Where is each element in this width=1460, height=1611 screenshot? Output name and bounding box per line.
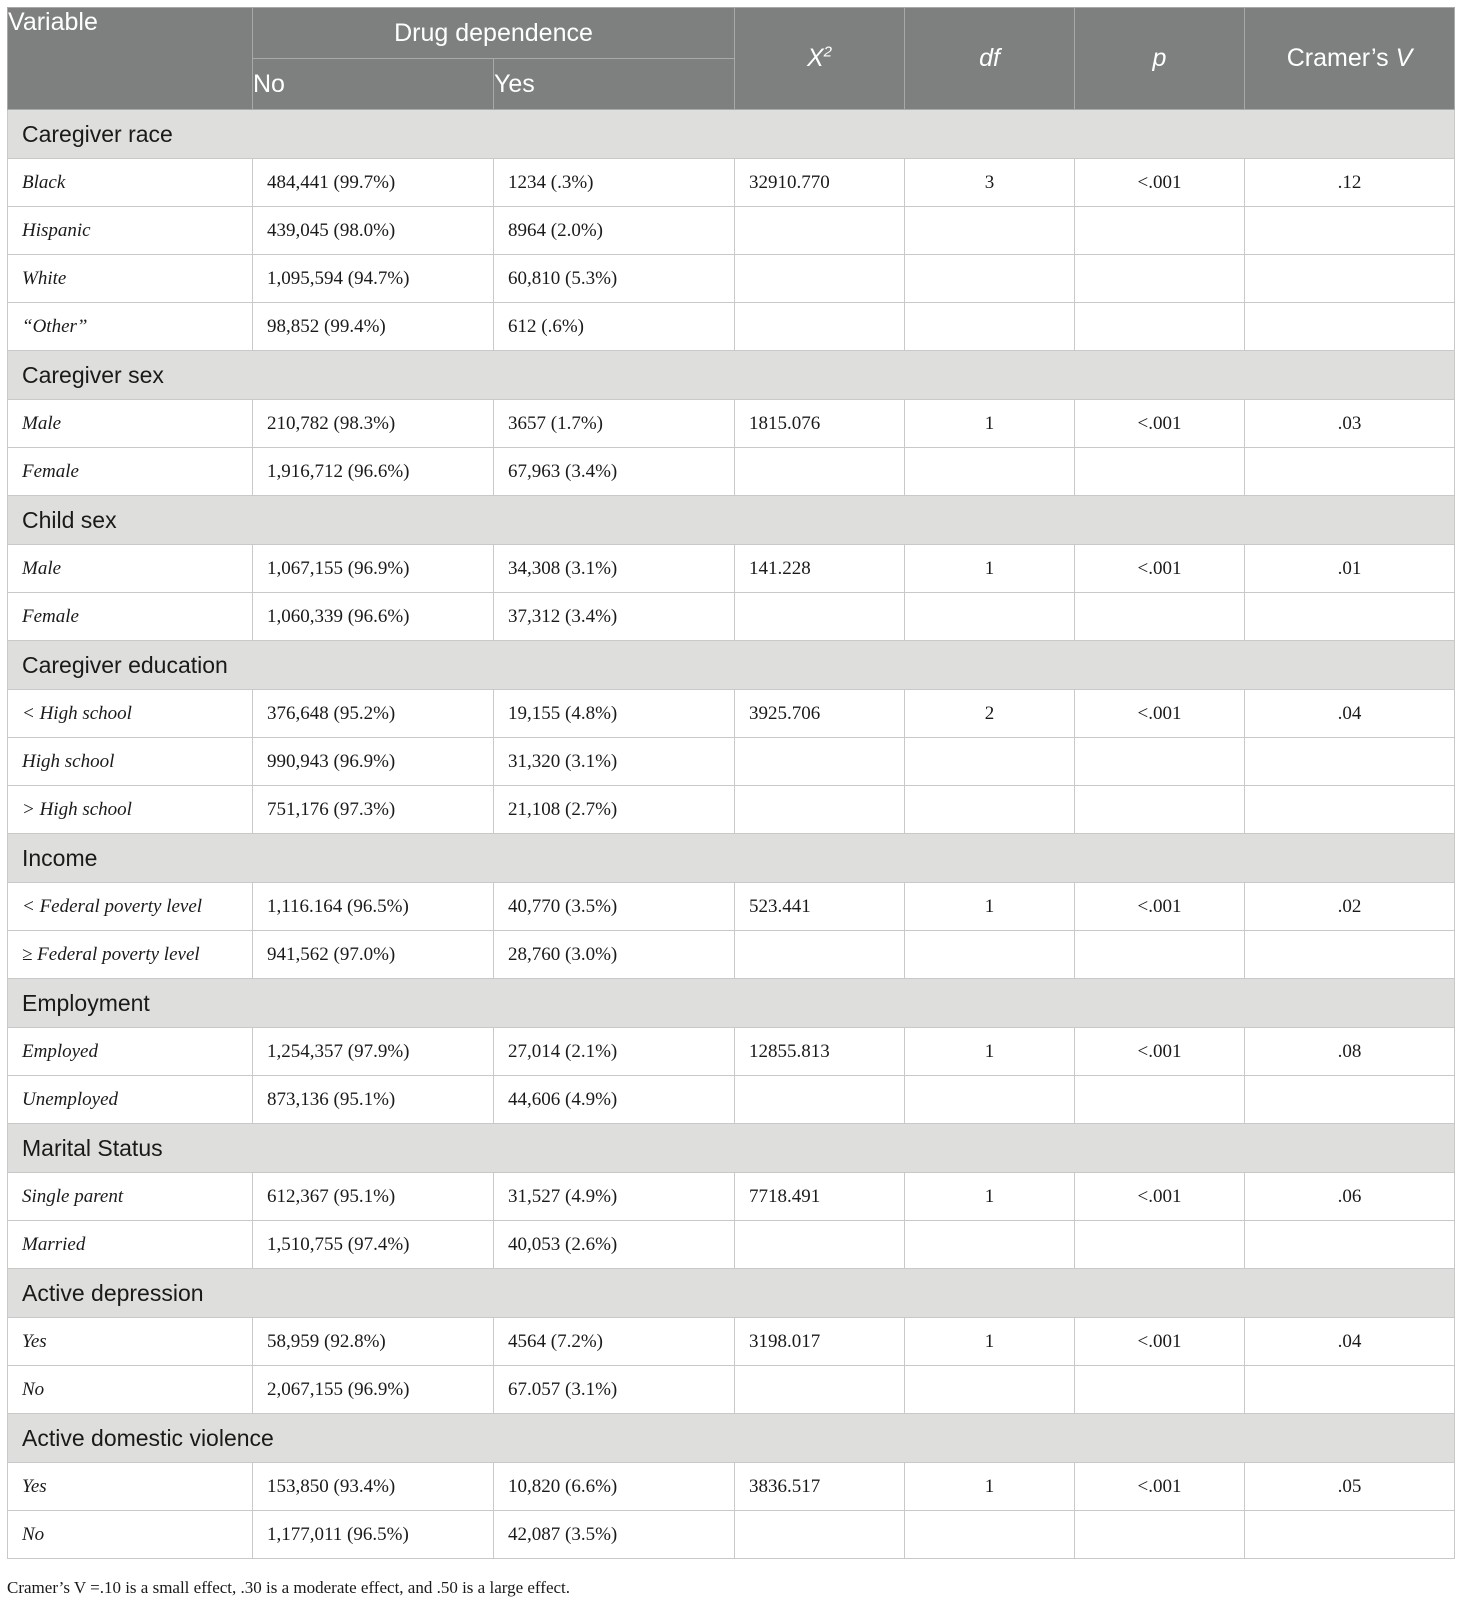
cell-df: 1: [905, 545, 1075, 593]
cell-df: [905, 1511, 1075, 1559]
table-row: [8, 400, 1455, 448]
cell-cramers-v: [1245, 1221, 1455, 1269]
cell-yes: 60,810 (5.3%): [494, 255, 735, 303]
row-label: < High school: [8, 690, 253, 738]
cell-yes: 67,963 (3.4%): [494, 448, 735, 496]
header-drug-dependence: Drug dependence: [253, 8, 735, 59]
cell-p: <.001: [1075, 159, 1245, 207]
cell-df: [905, 255, 1075, 303]
cell-no: 1,510,755 (97.4%): [253, 1221, 494, 1269]
footnote: Cramer’s V =.10 is a small effect, .30 is a moderate effect, and .50 is a large effect.: [7, 1578, 571, 1597]
cell-no: 873,136 (95.1%): [253, 1076, 494, 1124]
row-label: Yes: [8, 1318, 253, 1366]
cell-yes: 31,320 (3.1%): [494, 738, 735, 786]
table-header: [8, 8, 1455, 110]
section-title: Child sex: [8, 496, 1455, 545]
row-label: Yes: [8, 1463, 253, 1511]
row-label: ≥ Federal poverty level: [8, 931, 253, 979]
cell-p: <.001: [1075, 1173, 1245, 1221]
row-label: High school: [8, 738, 253, 786]
cell-yes: 3657 (1.7%): [494, 400, 735, 448]
cell-yes: 42,087 (3.5%): [494, 1511, 735, 1559]
cell-yes: 4564 (7.2%): [494, 1318, 735, 1366]
cell-yes: 27,014 (2.1%): [494, 1028, 735, 1076]
table-row: [8, 690, 1455, 738]
table-container: [7, 7, 1454, 1559]
cell-p: [1075, 738, 1245, 786]
cell-chi-square: 3198.017: [735, 1318, 905, 1366]
cell-df: 1: [905, 400, 1075, 448]
row-label: Male: [8, 545, 253, 593]
cell-no: 990,943 (96.9%): [253, 738, 494, 786]
cell-chi-square: 12855.813: [735, 1028, 905, 1076]
cell-p: [1075, 1366, 1245, 1414]
cell-yes: 1234 (.3%): [494, 159, 735, 207]
table-row: [8, 1076, 1455, 1124]
cell-no: 1,067,155 (96.9%): [253, 545, 494, 593]
section-title: Caregiver education: [8, 641, 1455, 690]
cell-p: [1075, 1511, 1245, 1559]
cell-df: [905, 303, 1075, 351]
cell-cramers-v: [1245, 786, 1455, 834]
table-row: [8, 159, 1455, 207]
table-body: [8, 110, 1455, 1559]
cell-yes: 28,760 (3.0%): [494, 931, 735, 979]
cell-chi-square: 141.228: [735, 545, 905, 593]
cell-df: 1: [905, 1028, 1075, 1076]
cell-chi-square: 7718.491: [735, 1173, 905, 1221]
cell-chi-square: [735, 207, 905, 255]
cell-chi-square: [735, 786, 905, 834]
cell-p: [1075, 1076, 1245, 1124]
row-label: “Other”: [8, 303, 253, 351]
cell-no: 1,095,594 (94.7%): [253, 255, 494, 303]
cell-p: [1075, 593, 1245, 641]
cell-chi-square: [735, 448, 905, 496]
cell-df: [905, 786, 1075, 834]
row-label: < Federal poverty level: [8, 883, 253, 931]
cell-df: 2: [905, 690, 1075, 738]
cell-df: [905, 207, 1075, 255]
header-cramers-prefix: Cramer’s: [1286, 44, 1396, 72]
cell-p: <.001: [1075, 1318, 1245, 1366]
row-label: Single parent: [8, 1173, 253, 1221]
cell-cramers-v: .04: [1245, 690, 1455, 738]
row-label: Female: [8, 448, 253, 496]
table-row: [8, 303, 1455, 351]
cell-yes: 34,308 (3.1%): [494, 545, 735, 593]
cell-no: 58,959 (92.8%): [253, 1318, 494, 1366]
cell-yes: 44,606 (4.9%): [494, 1076, 735, 1124]
section-row: [8, 351, 1455, 400]
cell-yes: 8964 (2.0%): [494, 207, 735, 255]
cell-cramers-v: .12: [1245, 159, 1455, 207]
table-row: [8, 207, 1455, 255]
cell-yes: 19,155 (4.8%): [494, 690, 735, 738]
cell-p: <.001: [1075, 545, 1245, 593]
section-row: [8, 496, 1455, 545]
cell-no: 1,116.164 (96.5%): [253, 883, 494, 931]
cell-chi-square: [735, 593, 905, 641]
cell-no: 98,852 (99.4%): [253, 303, 494, 351]
cell-cramers-v: .03: [1245, 400, 1455, 448]
cell-chi-square: 3925.706: [735, 690, 905, 738]
cell-no: 751,176 (97.3%): [253, 786, 494, 834]
cell-yes: 67.057 (3.1%): [494, 1366, 735, 1414]
cell-df: [905, 1366, 1075, 1414]
row-label: White: [8, 255, 253, 303]
section-row: [8, 834, 1455, 883]
cell-p: [1075, 303, 1245, 351]
cell-df: [905, 1076, 1075, 1124]
cell-chi-square: 523.441: [735, 883, 905, 931]
cell-p: [1075, 448, 1245, 496]
header-df: df: [905, 8, 1075, 110]
row-label: Unemployed: [8, 1076, 253, 1124]
cell-df: 1: [905, 1463, 1075, 1511]
cell-p: <.001: [1075, 883, 1245, 931]
cell-chi-square: [735, 1076, 905, 1124]
row-label: Hispanic: [8, 207, 253, 255]
cell-no: 153,850 (93.4%): [253, 1463, 494, 1511]
cell-cramers-v: [1245, 207, 1455, 255]
row-label: Male: [8, 400, 253, 448]
cell-yes: 10,820 (6.6%): [494, 1463, 735, 1511]
cell-p: <.001: [1075, 400, 1245, 448]
section-row: [8, 979, 1455, 1028]
cell-cramers-v: [1245, 931, 1455, 979]
table-row: [8, 931, 1455, 979]
table-row: [8, 738, 1455, 786]
section-row: [8, 1269, 1455, 1318]
section-title: Active depression: [8, 1269, 1455, 1318]
cell-yes: 612 (.6%): [494, 303, 735, 351]
cell-chi-square: [735, 1366, 905, 1414]
cell-cramers-v: .02: [1245, 883, 1455, 931]
cell-df: [905, 593, 1075, 641]
cell-cramers-v: [1245, 593, 1455, 641]
table-row: [8, 1318, 1455, 1366]
cell-p: [1075, 1221, 1245, 1269]
cell-p: <.001: [1075, 1463, 1245, 1511]
cell-chi-square: [735, 931, 905, 979]
cell-cramers-v: .06: [1245, 1173, 1455, 1221]
cell-df: [905, 738, 1075, 786]
cell-p: [1075, 931, 1245, 979]
table-row: [8, 255, 1455, 303]
cell-df: [905, 1221, 1075, 1269]
table-row: [8, 883, 1455, 931]
header-p: p: [1075, 8, 1245, 110]
section-title: Employment: [8, 979, 1455, 1028]
table-row: [8, 1221, 1455, 1269]
table-row: [8, 1173, 1455, 1221]
chi-square-table: [7, 7, 1455, 1559]
header-cramers-v-letter: V: [1395, 44, 1413, 72]
cell-df: [905, 448, 1075, 496]
table-row: [8, 1028, 1455, 1076]
cell-p: [1075, 786, 1245, 834]
cell-p: <.001: [1075, 1028, 1245, 1076]
cell-df: 3: [905, 159, 1075, 207]
table-row: [8, 448, 1455, 496]
row-label: No: [8, 1511, 253, 1559]
cell-chi-square: [735, 255, 905, 303]
table-row: [8, 1511, 1455, 1559]
cell-cramers-v: [1245, 738, 1455, 786]
cell-yes: 40,053 (2.6%): [494, 1221, 735, 1269]
table-row: [8, 1463, 1455, 1511]
section-title: Caregiver sex: [8, 351, 1455, 400]
table-row: [8, 545, 1455, 593]
section-row: [8, 110, 1455, 159]
cell-cramers-v: [1245, 255, 1455, 303]
cell-no: 612,367 (95.1%): [253, 1173, 494, 1221]
cell-df: 1: [905, 1173, 1075, 1221]
cell-chi-square: [735, 303, 905, 351]
cell-no: 1,254,357 (97.9%): [253, 1028, 494, 1076]
cell-chi-square: [735, 1221, 905, 1269]
cell-no: 439,045 (98.0%): [253, 207, 494, 255]
row-label: No: [8, 1366, 253, 1414]
cell-cramers-v: [1245, 303, 1455, 351]
cell-no: 2,067,155 (96.9%): [253, 1366, 494, 1414]
cell-chi-square: [735, 1511, 905, 1559]
row-label: Married: [8, 1221, 253, 1269]
cell-cramers-v: .01: [1245, 545, 1455, 593]
section-title: Income: [8, 834, 1455, 883]
header-yes: Yes: [494, 59, 735, 110]
row-label: Employed: [8, 1028, 253, 1076]
cell-no: 484,441 (99.7%): [253, 159, 494, 207]
cell-cramers-v: [1245, 1511, 1455, 1559]
header-chi-square-base: X: [806, 44, 824, 72]
header-variable: Variable: [8, 8, 253, 110]
section-row: [8, 1124, 1455, 1173]
header-no: No: [253, 59, 494, 110]
cell-no: 1,060,339 (96.6%): [253, 593, 494, 641]
table-row: [8, 593, 1455, 641]
cell-df: 1: [905, 1318, 1075, 1366]
cell-chi-square: [735, 738, 905, 786]
cell-no: 941,562 (97.0%): [253, 931, 494, 979]
row-label: > High school: [8, 786, 253, 834]
cell-cramers-v: .08: [1245, 1028, 1455, 1076]
cell-chi-square: 3836.517: [735, 1463, 905, 1511]
cell-no: 1,177,011 (96.5%): [253, 1511, 494, 1559]
cell-cramers-v: .04: [1245, 1318, 1455, 1366]
row-label: Female: [8, 593, 253, 641]
section-title: Marital Status: [8, 1124, 1455, 1173]
cell-yes: 31,527 (4.9%): [494, 1173, 735, 1221]
cell-chi-square: 32910.770: [735, 159, 905, 207]
cell-yes: 21,108 (2.7%): [494, 786, 735, 834]
cell-cramers-v: [1245, 1076, 1455, 1124]
header-chi-square-sup: 2: [823, 43, 833, 61]
header-chi-square: [735, 8, 905, 110]
section-title: Caregiver race: [8, 110, 1455, 159]
cell-p: [1075, 207, 1245, 255]
section-row: [8, 1414, 1455, 1463]
cell-chi-square: 1815.076: [735, 400, 905, 448]
cell-cramers-v: [1245, 1366, 1455, 1414]
table-row: [8, 786, 1455, 834]
section-title: Active domestic violence: [8, 1414, 1455, 1463]
table-row: [8, 1366, 1455, 1414]
cell-cramers-v: .05: [1245, 1463, 1455, 1511]
cell-no: 376,648 (95.2%): [253, 690, 494, 738]
cell-yes: 37,312 (3.4%): [494, 593, 735, 641]
section-row: [8, 641, 1455, 690]
cell-no: 1,916,712 (96.6%): [253, 448, 494, 496]
cell-df: 1: [905, 883, 1075, 931]
cell-p: [1075, 255, 1245, 303]
cell-p: <.001: [1075, 690, 1245, 738]
cell-no: 210,782 (98.3%): [253, 400, 494, 448]
cell-df: [905, 931, 1075, 979]
row-label: Black: [8, 159, 253, 207]
header-cramers-v: [1245, 8, 1455, 110]
cell-cramers-v: [1245, 448, 1455, 496]
cell-yes: 40,770 (3.5%): [494, 883, 735, 931]
